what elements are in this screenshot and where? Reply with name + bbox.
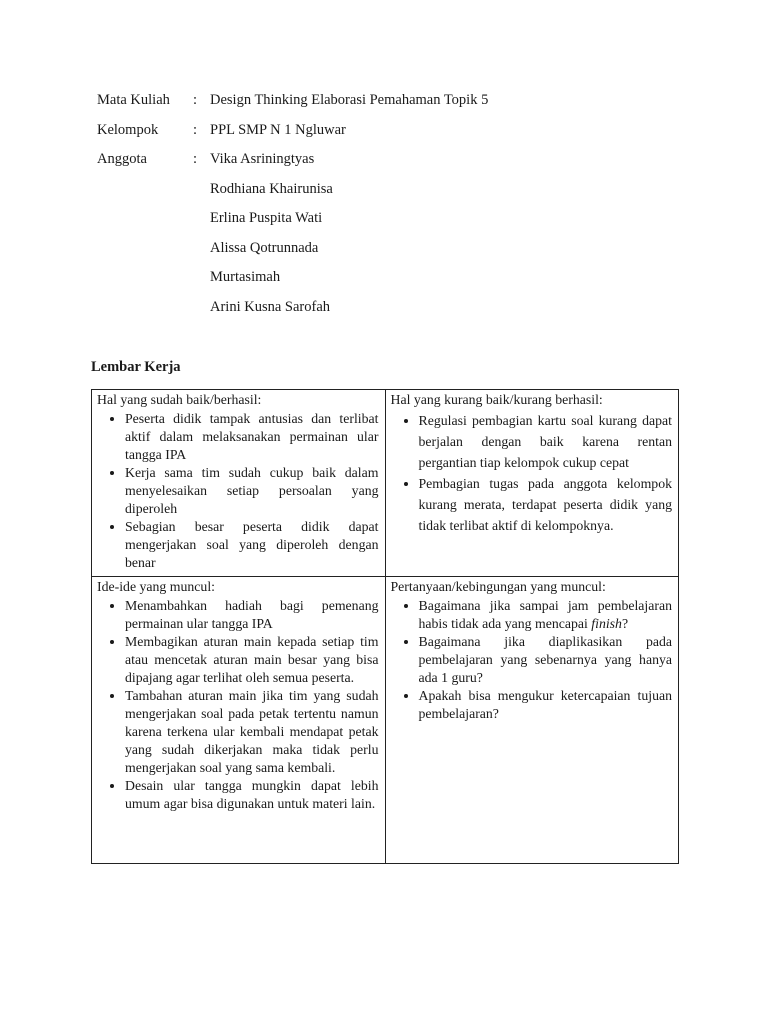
- mata-kuliah-value: Design Thinking Elaborasi Pemahaman Topik 5: [210, 92, 489, 108]
- good-list: [97, 410, 379, 572]
- list-item: • Pembagian tugas pada anggota kelompok kurang merata, terdapat peserta didik yang tidak terlibat aktif di kelompoknya.: [419, 473, 673, 536]
- list-item: • Peserta didik tampak antusias dan terlibat aktif dalam melaksanakan permainan ular tangga IPA: [125, 410, 379, 464]
- cell-title: Hal yang sudah baik/berhasil:: [97, 392, 262, 407]
- colon: :: [193, 92, 198, 108]
- member-name: Murtasimah: [210, 269, 281, 285]
- question-text: ?: [621, 616, 629, 631]
- list-item: • Sebagian besar peserta didik dapat mengerjakan soal yang diperoleh dengan benar: [125, 518, 379, 572]
- member-name: Alissa Qotrunnada: [210, 239, 319, 256]
- anggota-label: Anggota: [97, 151, 147, 167]
- section-title: Lembar Kerja: [91, 359, 181, 375]
- colon: :: [193, 121, 198, 138]
- member-name: Rodhiana Khairunisa: [210, 180, 333, 197]
- ideas-list: [97, 597, 379, 813]
- list-item: • Kerja sama tim sudah cukup baik dalam menyelesaikan setiap persoalan yang diperoleh: [125, 464, 379, 518]
- kelompok-label: Kelompok: [97, 121, 159, 138]
- table-row: [92, 577, 679, 864]
- table-row: [92, 390, 679, 577]
- questions-cell: [385, 577, 679, 864]
- list-item: • Membagikan aturan main kepada setiap tim atau mencetak aturan main besar yang bisa dipajang agar terlihat oleh semua peserta.: [125, 633, 379, 687]
- cell-title: Hal yang kurang baik/kurang berhasil:: [390, 392, 603, 407]
- less-good-list: [391, 410, 673, 536]
- worksheet-table: [91, 389, 679, 864]
- list-item: • Regulasi pembagian kartu soal kurang dapat berjalan dengan baik karena rentan pergantian tiap kelompok cukup cepat: [419, 410, 673, 473]
- emphasis-text: finish: [591, 616, 622, 631]
- member-name: Arini Kusna Sarofah: [210, 298, 331, 315]
- question-text: Bagaimana jika sampai jam pembelajaran habis tidak ada yang mencapai: [418, 598, 672, 631]
- colon: :: [193, 151, 198, 167]
- ideas-cell: [92, 577, 386, 864]
- questions-list: [391, 597, 673, 723]
- list-item: • Desain ular tangga mungkin dapat lebih umum agar bisa digunakan untuk materi lain.: [125, 777, 379, 813]
- cell-title: Ide-ide yang muncul:: [97, 579, 216, 594]
- list-item: • Tambahan aturan main jika tim yang sudah mengerjakan soal pada petak tertentu namun karena terkena ular kembali mendapat petak yang sudah dikerjakan maka tidak perlu mengerjakan soal yang sama kembali.: [125, 687, 379, 777]
- less-good-cell: [385, 390, 679, 577]
- list-item: • Apakah bisa mengukur ketercapaian tujuan pembelajaran?: [419, 687, 673, 723]
- list-item: [419, 597, 673, 633]
- member-name: Vika Asriningtyas: [210, 151, 315, 167]
- list-item: • Menambahkan hadiah bagi pemenang permainan ular tangga IPA: [125, 597, 379, 633]
- member-list: [210, 151, 333, 328]
- list-item: • Bagaimana jika diaplikasikan pada pembelajaran yang sebenarnya yang hanya ada 1 guru?: [419, 633, 673, 687]
- good-cell: [92, 390, 386, 577]
- kelompok-value: PPL SMP N 1 Ngluwar: [210, 121, 346, 138]
- mata-kuliah-label: Mata Kuliah: [97, 92, 170, 108]
- cell-title: Pertanyaan/kebingungan yang muncul:: [390, 579, 606, 594]
- member-name: Erlina Puspita Wati: [210, 210, 323, 226]
